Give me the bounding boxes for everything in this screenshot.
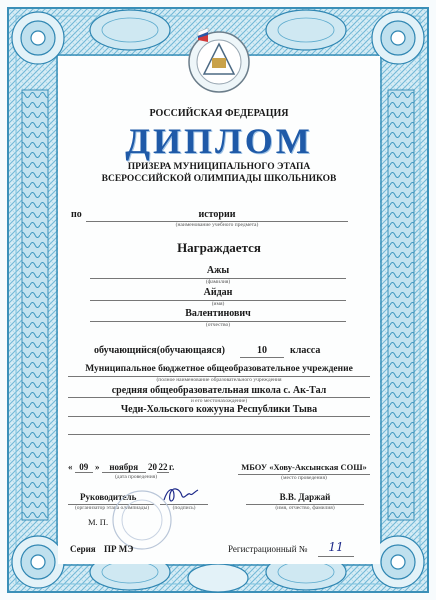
name-hint: (имя) — [211, 301, 225, 307]
stamp-label: М. П. — [88, 517, 109, 527]
date-year-suffix: г. — [169, 462, 175, 472]
serial-label: Серия — [70, 544, 96, 554]
awarded-label: Награждается — [177, 240, 261, 255]
name-value: Айдан — [203, 287, 233, 298]
patronymic-hint: (отчество) — [205, 322, 231, 328]
subject-prefix: по — [71, 209, 82, 220]
school-line-3: Чеди-Хольского кожууна Республики Тыва — [120, 404, 318, 415]
school-line-3-rule — [68, 416, 370, 417]
school-hint-1: (полное наименование образовательного учреждения — [156, 377, 282, 383]
patronymic-value: Валентинович — [185, 308, 251, 319]
reg-value: 11 — [328, 540, 344, 554]
surname-value: Ажы — [206, 265, 230, 276]
grade-suffix: класса — [290, 345, 321, 356]
subtitle-line-2: ВСЕРОССИЙСКОЙ ОЛИМПИАДЫ ШКОЛЬНИКОВ — [101, 174, 337, 184]
role-hint: (организатор этапа олимпиады) — [74, 505, 150, 511]
reg-label: Регистрационный № — [228, 544, 308, 554]
stamp-seal-icon — [110, 488, 174, 552]
school-hint-2: и его местонахождение) — [190, 398, 248, 404]
sign-hint: (подпись) — [172, 505, 196, 511]
date-year-prefix: 20 — [148, 462, 157, 472]
signer-name: В.В. Даржай — [279, 492, 331, 502]
school-blank-rule — [68, 434, 370, 435]
grade-value: 10 — [257, 345, 267, 356]
subject-value: истории — [198, 209, 236, 220]
country-label: РОССИЙСКАЯ ФЕДЕРАЦИЯ — [149, 108, 289, 119]
olympiad-emblem-icon — [186, 22, 252, 102]
school-line-2: средняя общеобразовательная школа с. Ак-Тал — [111, 385, 327, 396]
serial-value: ПР МЭ — [104, 544, 134, 554]
subtitle-line-1: ПРИЗЕРА МУНИЦИПАЛЬНОГО ЭТАПА — [127, 162, 311, 172]
diploma-title: ДИПЛОМ — [125, 121, 313, 161]
subject-hint: (наименование учебного предмета) — [175, 222, 259, 228]
surname-hint: (фамилия) — [205, 279, 231, 285]
date-hint: (дата проведения) — [114, 474, 158, 480]
reg-line — [318, 556, 354, 557]
grade-label: обучающийся(обучающаяся) — [94, 345, 225, 356]
grade-line — [240, 357, 284, 358]
venue-hint: (место проведения) — [281, 475, 327, 481]
school-line-1: Муниципальное бюджетное общеобразовательное учреждение — [85, 364, 353, 374]
date-close-quote: » — [95, 462, 100, 472]
role-label: Руководитель — [80, 492, 137, 502]
date-open-quote: « — [68, 462, 73, 472]
signer-name-hint: (имя, отчество, фамилия) — [275, 505, 335, 511]
date-month: ноября — [102, 462, 146, 473]
date-year: 22 — [158, 462, 168, 472]
date-day: 09 — [75, 462, 93, 473]
venue-value: МБОУ «Хову-Аксынская СОШ» — [241, 462, 367, 472]
date-field — [68, 462, 174, 473]
